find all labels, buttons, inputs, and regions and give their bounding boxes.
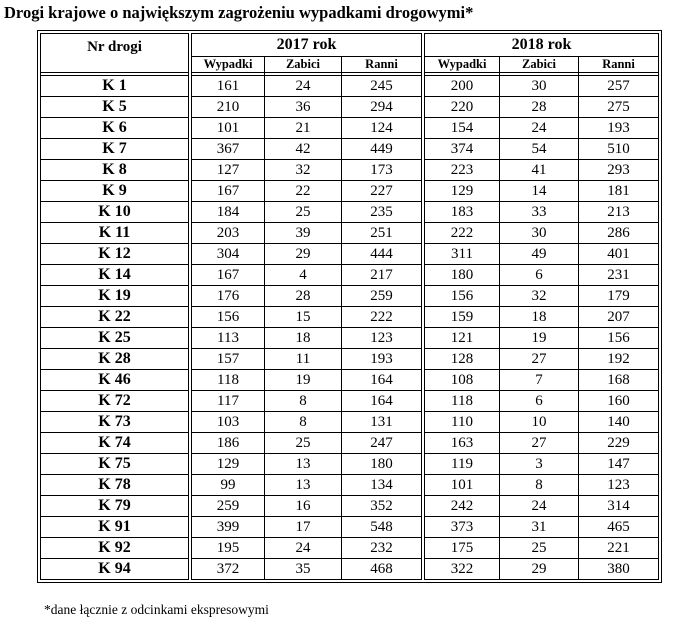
injured-2018-cell: 181 xyxy=(579,181,659,202)
table-row xyxy=(41,517,659,538)
injured-2018-cell: 147 xyxy=(579,454,659,475)
killed-2017-cell: 29 xyxy=(265,244,342,265)
road-number-cell: K 5 xyxy=(41,97,189,118)
injured-2017-cell: 235 xyxy=(342,202,422,223)
killed-2017-cell: 19 xyxy=(265,370,342,391)
table-row xyxy=(41,181,659,202)
injured-2018-cell: 193 xyxy=(579,118,659,139)
killed-2017-cell: 4 xyxy=(265,265,342,286)
table-row xyxy=(41,391,659,412)
injured-2017-cell: 247 xyxy=(342,433,422,454)
injured-2018-cell: 286 xyxy=(579,223,659,244)
killed-2018-cell: 24 xyxy=(500,496,579,517)
table-row xyxy=(41,118,659,139)
accidents-2017-cell: 117 xyxy=(192,391,265,412)
killed-2018-cell: 18 xyxy=(500,307,579,328)
accidents-2018-cell: 163 xyxy=(425,433,500,454)
injured-2017-cell: 251 xyxy=(342,223,422,244)
table-row xyxy=(41,202,659,223)
table-row xyxy=(41,307,659,328)
killed-2017-cell: 36 xyxy=(265,97,342,118)
killed-2017-cell: 15 xyxy=(265,307,342,328)
road-number-cell: K 19 xyxy=(41,286,189,307)
accidents-2018-cell: 110 xyxy=(425,412,500,433)
road-number-cell: K 91 xyxy=(41,517,189,538)
killed-2018-cell: 7 xyxy=(500,370,579,391)
killed-2018-cell: 24 xyxy=(500,118,579,139)
injured-2017-cell: 468 xyxy=(342,559,422,580)
killed-2018-cell: 33 xyxy=(500,202,579,223)
injured-2017-cell: 232 xyxy=(342,538,422,559)
injured-2018-cell: 179 xyxy=(579,286,659,307)
injured-2017-cell: 444 xyxy=(342,244,422,265)
road-number-cell: K 73 xyxy=(41,412,189,433)
injured-2017-cell: 124 xyxy=(342,118,422,139)
killed-2018-cell: 10 xyxy=(500,412,579,433)
table-row xyxy=(41,286,659,307)
accidents-2017-cell: 203 xyxy=(192,223,265,244)
accidents-2018-cell: 108 xyxy=(425,370,500,391)
accidents-2018-cell: 119 xyxy=(425,454,500,475)
accidents-2018-cell: 373 xyxy=(425,517,500,538)
table-row xyxy=(41,223,659,244)
accidents-2017-cell: 259 xyxy=(192,496,265,517)
accidents-2017-cell: 304 xyxy=(192,244,265,265)
road-number-cell: K 8 xyxy=(41,160,189,181)
killed-2017-cell: 11 xyxy=(265,349,342,370)
accidents-2018-cell: 159 xyxy=(425,307,500,328)
road-number-cell: K 78 xyxy=(41,475,189,496)
accidents-2018-cell: 220 xyxy=(425,97,500,118)
killed-2018-cell: 19 xyxy=(500,328,579,349)
injured-2018-cell: 257 xyxy=(579,76,659,97)
accidents-2017-cell: 167 xyxy=(192,181,265,202)
accidents-2017-header: Wypadki xyxy=(192,57,265,73)
accidents-2018-cell: 175 xyxy=(425,538,500,559)
road-number-cell: K 22 xyxy=(41,307,189,328)
killed-2018-cell: 3 xyxy=(500,454,579,475)
injured-2018-cell: 156 xyxy=(579,328,659,349)
killed-2018-cell: 14 xyxy=(500,181,579,202)
injured-2018-cell: 293 xyxy=(579,160,659,181)
road-number-cell: K 92 xyxy=(41,538,189,559)
killed-2017-cell: 28 xyxy=(265,286,342,307)
accidents-2018-cell: 200 xyxy=(425,76,500,97)
injured-2018-cell: 275 xyxy=(579,97,659,118)
injured-2017-cell: 123 xyxy=(342,328,422,349)
accidents-2018-cell: 118 xyxy=(425,391,500,412)
injured-2018-cell: 140 xyxy=(579,412,659,433)
accidents-2018-cell: 242 xyxy=(425,496,500,517)
accidents-2018-cell: 121 xyxy=(425,328,500,349)
accidents-2018-cell: 180 xyxy=(425,265,500,286)
accidents-2017-cell: 156 xyxy=(192,307,265,328)
killed-2017-cell: 42 xyxy=(265,139,342,160)
injured-2018-cell: 314 xyxy=(579,496,659,517)
injured-2017-cell: 352 xyxy=(342,496,422,517)
killed-2018-cell: 8 xyxy=(500,475,579,496)
killed-2017-cell: 25 xyxy=(265,433,342,454)
accidents-2017-cell: 118 xyxy=(192,370,265,391)
road-number-cell: K 28 xyxy=(41,349,189,370)
injured-2018-cell: 401 xyxy=(579,244,659,265)
road-number-cell: K 14 xyxy=(41,265,189,286)
killed-2017-cell: 17 xyxy=(265,517,342,538)
injured-2017-cell: 180 xyxy=(342,454,422,475)
injured-2018-cell: 207 xyxy=(579,307,659,328)
injured-2017-header: Ranni xyxy=(342,57,422,73)
road-number-cell: K 10 xyxy=(41,202,189,223)
killed-2017-cell: 16 xyxy=(265,496,342,517)
road-number-cell: K 6 xyxy=(41,118,189,139)
injured-2017-cell: 259 xyxy=(342,286,422,307)
killed-2017-cell: 39 xyxy=(265,223,342,244)
accidents-2018-header: Wypadki xyxy=(425,57,500,73)
killed-2018-cell: 41 xyxy=(500,160,579,181)
injured-2018-cell: 192 xyxy=(579,349,659,370)
killed-2018-cell: 6 xyxy=(500,265,579,286)
accidents-2017-cell: 101 xyxy=(192,118,265,139)
accidents-2017-cell: 210 xyxy=(192,97,265,118)
accident-table-frame xyxy=(37,30,662,583)
accidents-2018-cell: 129 xyxy=(425,181,500,202)
killed-2017-cell: 24 xyxy=(265,538,342,559)
accidents-2018-cell: 128 xyxy=(425,349,500,370)
injured-2018-cell: 465 xyxy=(579,517,659,538)
killed-2018-cell: 27 xyxy=(500,349,579,370)
killed-2017-cell: 35 xyxy=(265,559,342,580)
road-number-cell: K 72 xyxy=(41,391,189,412)
injured-2018-cell: 380 xyxy=(579,559,659,580)
killed-2017-cell: 8 xyxy=(265,391,342,412)
accidents-2017-cell: 184 xyxy=(192,202,265,223)
road-number-cell: K 79 xyxy=(41,496,189,517)
road-number-cell: K 25 xyxy=(41,328,189,349)
page-title: Drogi krajowe o największym zagrożeniu wypadkami drogowymi* xyxy=(4,3,474,22)
road-number-header: Nr drogi xyxy=(41,34,189,73)
killed-2018-cell: 31 xyxy=(500,517,579,538)
table-row xyxy=(41,97,659,118)
accidents-2017-cell: 399 xyxy=(192,517,265,538)
accidents-2018-cell: 374 xyxy=(425,139,500,160)
killed-2017-cell: 8 xyxy=(265,412,342,433)
injured-2017-cell: 217 xyxy=(342,265,422,286)
injured-2017-cell: 173 xyxy=(342,160,422,181)
killed-2017-cell: 25 xyxy=(265,202,342,223)
killed-2018-cell: 25 xyxy=(500,538,579,559)
injured-2017-cell: 245 xyxy=(342,76,422,97)
accidents-2018-cell: 322 xyxy=(425,559,500,580)
table-row xyxy=(41,349,659,370)
accidents-2017-cell: 372 xyxy=(192,559,265,580)
accidents-2018-cell: 311 xyxy=(425,244,500,265)
killed-2018-cell: 32 xyxy=(500,286,579,307)
accidents-2017-cell: 167 xyxy=(192,265,265,286)
table-row xyxy=(41,454,659,475)
accidents-2018-cell: 154 xyxy=(425,118,500,139)
killed-2017-cell: 13 xyxy=(265,475,342,496)
road-number-cell: K 75 xyxy=(41,454,189,475)
accidents-2017-cell: 195 xyxy=(192,538,265,559)
injured-2017-cell: 449 xyxy=(342,139,422,160)
killed-2018-cell: 30 xyxy=(500,223,579,244)
killed-2018-cell: 30 xyxy=(500,76,579,97)
injured-2018-cell: 229 xyxy=(579,433,659,454)
injured-2017-cell: 222 xyxy=(342,307,422,328)
killed-2018-cell: 29 xyxy=(500,559,579,580)
table-row xyxy=(41,76,659,97)
accidents-2017-cell: 129 xyxy=(192,454,265,475)
road-number-cell: K 9 xyxy=(41,181,189,202)
accidents-2018-cell: 223 xyxy=(425,160,500,181)
road-number-cell: K 11 xyxy=(41,223,189,244)
killed-2017-cell: 13 xyxy=(265,454,342,475)
killed-2018-cell: 54 xyxy=(500,139,579,160)
table-header xyxy=(41,34,659,76)
accidents-2018-cell: 222 xyxy=(425,223,500,244)
year-2017-header: 2017 rok xyxy=(192,34,422,57)
injured-2017-cell: 164 xyxy=(342,391,422,412)
table-row xyxy=(41,370,659,391)
accidents-2018-cell: 156 xyxy=(425,286,500,307)
table-row xyxy=(41,244,659,265)
accidents-2018-cell: 101 xyxy=(425,475,500,496)
injured-2017-cell: 294 xyxy=(342,97,422,118)
killed-2017-header: Zabici xyxy=(265,57,342,73)
injured-2018-cell: 168 xyxy=(579,370,659,391)
year-2018-header: 2018 rok xyxy=(425,34,659,57)
accidents-2017-cell: 186 xyxy=(192,433,265,454)
injured-2018-cell: 213 xyxy=(579,202,659,223)
injured-2017-cell: 193 xyxy=(342,349,422,370)
accidents-2018-cell: 183 xyxy=(425,202,500,223)
table-row xyxy=(41,328,659,349)
killed-2017-cell: 18 xyxy=(265,328,342,349)
injured-2018-cell: 123 xyxy=(579,475,659,496)
killed-2018-cell: 27 xyxy=(500,433,579,454)
injured-2017-cell: 164 xyxy=(342,370,422,391)
footnote: *dane łącznie z odcinkami ekspresowymi xyxy=(44,602,269,617)
injured-2017-cell: 131 xyxy=(342,412,422,433)
table-row xyxy=(41,412,659,433)
accidents-2017-cell: 127 xyxy=(192,160,265,181)
killed-2018-cell: 28 xyxy=(500,97,579,118)
killed-2017-cell: 21 xyxy=(265,118,342,139)
accidents-2017-cell: 176 xyxy=(192,286,265,307)
accidents-2017-cell: 103 xyxy=(192,412,265,433)
killed-2017-cell: 24 xyxy=(265,76,342,97)
killed-2018-cell: 49 xyxy=(500,244,579,265)
killed-2018-header: Zabici xyxy=(500,57,579,73)
injured-2018-cell: 221 xyxy=(579,538,659,559)
injured-2017-cell: 227 xyxy=(342,181,422,202)
injured-2018-cell: 160 xyxy=(579,391,659,412)
injured-2018-cell: 510 xyxy=(579,139,659,160)
table-row xyxy=(41,475,659,496)
accidents-2017-cell: 161 xyxy=(192,76,265,97)
table-body xyxy=(41,76,659,580)
road-number-cell: K 12 xyxy=(41,244,189,265)
road-number-cell: K 1 xyxy=(41,76,189,97)
road-number-cell: K 7 xyxy=(41,139,189,160)
table-row xyxy=(41,538,659,559)
road-number-cell: K 94 xyxy=(41,559,189,580)
killed-2017-cell: 32 xyxy=(265,160,342,181)
accidents-2017-cell: 113 xyxy=(192,328,265,349)
injured-2018-header: Ranni xyxy=(579,57,659,73)
accidents-2017-cell: 367 xyxy=(192,139,265,160)
injured-2017-cell: 134 xyxy=(342,475,422,496)
injured-2018-cell: 231 xyxy=(579,265,659,286)
table-row xyxy=(41,139,659,160)
table-row xyxy=(41,160,659,181)
road-number-cell: K 46 xyxy=(41,370,189,391)
table-row xyxy=(41,433,659,454)
killed-2017-cell: 22 xyxy=(265,181,342,202)
accident-table xyxy=(40,33,659,580)
accidents-2017-cell: 99 xyxy=(192,475,265,496)
table-row xyxy=(41,265,659,286)
injured-2017-cell: 548 xyxy=(342,517,422,538)
table-row xyxy=(41,496,659,517)
accidents-2017-cell: 157 xyxy=(192,349,265,370)
killed-2018-cell: 6 xyxy=(500,391,579,412)
road-number-cell: K 74 xyxy=(41,433,189,454)
table-row xyxy=(41,559,659,580)
